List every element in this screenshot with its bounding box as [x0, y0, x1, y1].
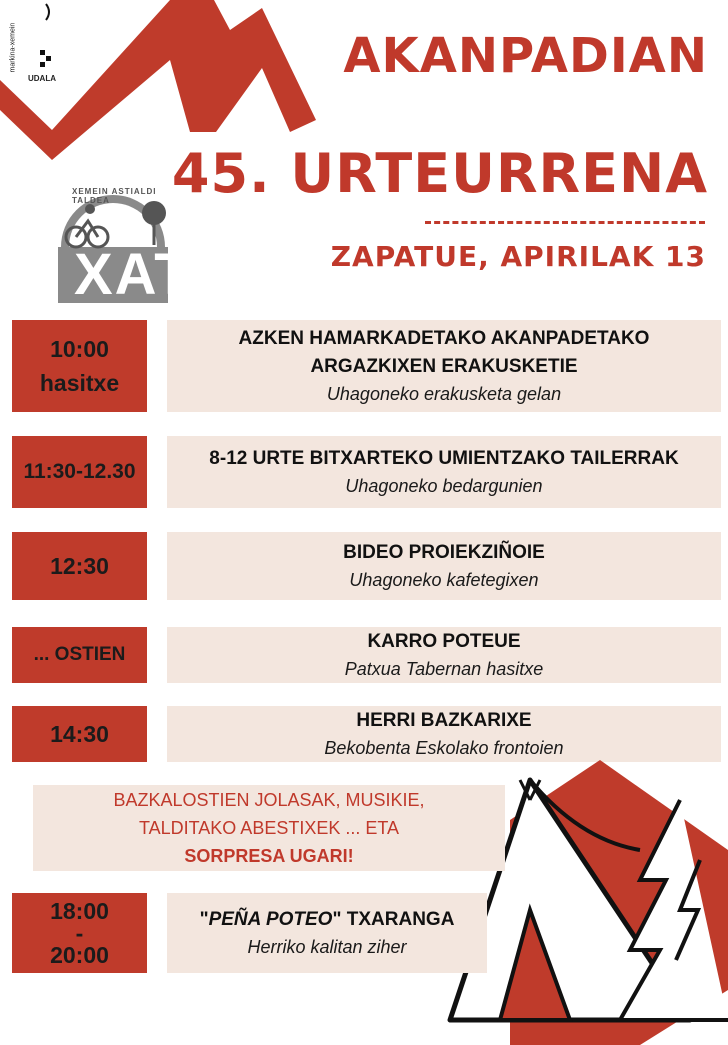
club-letters: XAT	[74, 242, 192, 307]
event-time-6-end: 20:00	[50, 942, 109, 968]
event-time-6	[12, 893, 147, 973]
event-place-4: Patxua Tabernan hasitxe	[344, 658, 544, 679]
event-desc-4	[167, 627, 721, 683]
event-date: ZAPATUE, APIRILAK 13	[330, 240, 706, 273]
event-desc-1	[167, 320, 721, 412]
event-time-6-start: 18:00	[50, 898, 109, 924]
club-arc-text: XEMEIN ASTIALDI TALDEA	[72, 187, 157, 205]
event-place-6: Herriko kalitan ziher	[247, 936, 407, 957]
club-logo	[28, 185, 192, 307]
event-title-6	[200, 906, 455, 934]
event-place-5: Bekobenta Eskolako frontoien	[324, 737, 564, 758]
event-desc-6	[167, 893, 487, 973]
afternoon-box	[33, 785, 505, 871]
event-time-5-value: 14:30	[50, 721, 109, 747]
event-title-3: BIDEO PROIEKZIÑOIE	[343, 541, 545, 563]
event-time-3	[12, 532, 147, 600]
event-title-6-quote-close: "	[332, 908, 342, 930]
event-title-4: KARRO POTEUE	[367, 630, 521, 652]
afternoon-line-2: TALDITAKO ABESTIXEK ... ETA	[138, 818, 400, 838]
event-place-3: Uhagoneko kafetegixen	[349, 569, 539, 590]
anniversary-title: 45. URTEURRENA	[171, 142, 708, 205]
event-desc-3	[167, 532, 721, 600]
event-time-2-value: 11:30-12.30	[23, 460, 136, 483]
event-desc-5	[167, 706, 721, 762]
event-title-1a: AZKEN HAMARKADETAKO AKANPADETAKO	[238, 327, 650, 349]
afternoon-line-3: SORPRESA UGARI!	[184, 846, 354, 866]
event-time-5	[12, 706, 147, 762]
event-title-5: HERRI BAZKARIXE	[356, 709, 532, 731]
event-title-6-name: PEÑA POTEO	[208, 908, 333, 930]
event-time-4	[12, 627, 147, 683]
logo-vertical-text: markina-xemein	[9, 22, 17, 73]
afternoon-line-1: BAZKALOSTIEN JOLASAK, MUSIKIE,	[113, 790, 425, 810]
event-place-2: Uhagoneko bedargunien	[345, 475, 543, 496]
event-title-6-quote-open: "	[199, 908, 209, 930]
udala-logo	[6, 0, 54, 86]
event-time-4-value: ... OSTIEN	[33, 644, 126, 665]
header-divider	[425, 221, 705, 224]
event-title-2: 8-12 URTE BITXARTEKO UMIENTZAKO TAILERRAK	[209, 447, 679, 469]
event-time-2	[12, 436, 147, 508]
event-title-1b: ARGAZKIXEN ERAKUSKETIE	[310, 355, 578, 377]
event-time-1-note: hasitxe	[39, 370, 120, 396]
logo-label: UDALA	[28, 74, 56, 83]
event-place-1: Uhagoneko erakusketa gelan	[326, 383, 562, 404]
main-title: AKANPADIAN	[343, 28, 708, 84]
event-desc-2	[167, 436, 721, 508]
event-time-3-value: 12:30	[50, 553, 109, 579]
event-title-6-suffix: TXARANGA	[341, 908, 455, 930]
event-time-1-value: 10:00	[50, 336, 109, 362]
event-time-6-sep: -	[75, 920, 84, 946]
event-time-1	[12, 320, 147, 412]
